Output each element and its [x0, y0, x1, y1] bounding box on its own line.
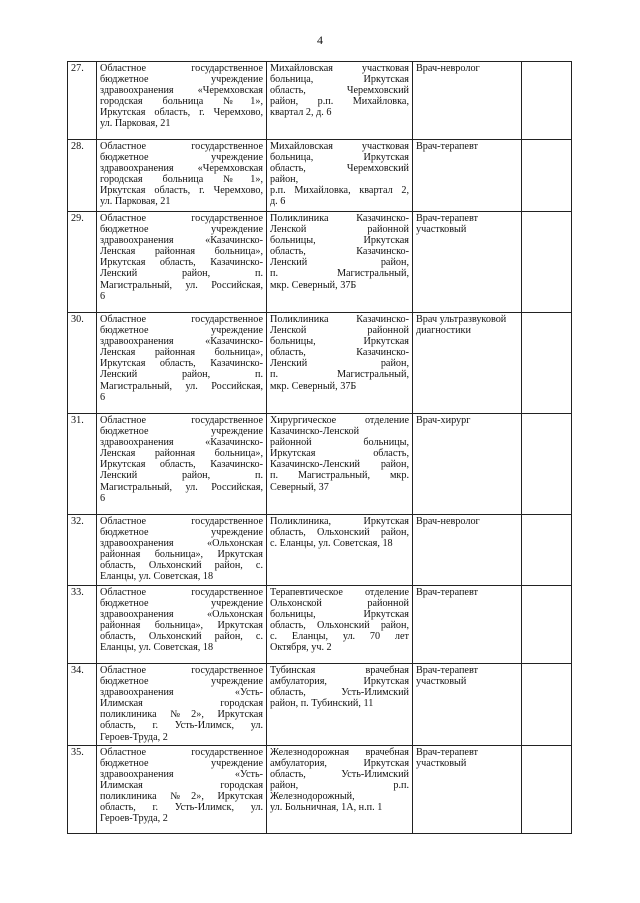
- table-row: [68, 313, 572, 414]
- position-cell: Врач-невролог: [413, 515, 522, 586]
- empty-cell: [522, 745, 572, 833]
- institution-cell-line: Иркутская область, Казачинско-: [100, 257, 263, 269]
- position-cell: Врач-хирург: [413, 414, 522, 515]
- institution-cell-line: Областное государственное: [100, 213, 263, 224]
- row-number: 35.: [68, 745, 97, 833]
- address-cell-line: Казачинско-Ленской: [270, 426, 360, 438]
- institution-cell-line: Иркутская область, г. Черемхово,: [100, 107, 263, 119]
- institution-cell-line: Ленская районная больница»,: [100, 448, 263, 460]
- institution-cell-line: здравоохранения «Усть-: [100, 687, 263, 699]
- address-cell-line: мкр. Северный, 37Б: [270, 380, 357, 392]
- address-cell-line: район, р.п.: [270, 779, 409, 791]
- institution-cell: [97, 62, 267, 140]
- institution-cell: [97, 515, 267, 586]
- institution-cell-line: бюджетное учреждение: [100, 224, 263, 236]
- address-cell-line: Михайловская участковая: [270, 141, 409, 152]
- institution-cell: [97, 313, 267, 414]
- institution-cell-line: Иркутская область, г. Черемхово,: [100, 185, 263, 197]
- row-number: 33.: [68, 586, 97, 664]
- institution-cell-line: Героев-Труда, 2: [100, 731, 168, 743]
- address-cell-line: больницы, Иркутская: [270, 609, 409, 621]
- address-cell-line: Хирургическое отделение: [270, 415, 409, 426]
- row-number: 30.: [68, 313, 97, 414]
- institution-cell-line: бюджетное учреждение: [100, 527, 263, 539]
- address-cell-line: Ленской районной: [270, 325, 409, 337]
- address-cell-line: Железнодорожный,: [270, 791, 355, 803]
- institution-cell-line: Иркутская область, Казачинско-: [100, 358, 263, 370]
- address-cell-line: амбулатория, Иркутская: [270, 676, 409, 688]
- row-number: 34.: [68, 664, 97, 746]
- address-cell-line: область, Усть-Илимский: [270, 768, 409, 780]
- institution-cell-line: бюджетное учреждение: [100, 325, 263, 337]
- empty-cell: [522, 140, 572, 212]
- institution-cell-line: Ленский район, п.: [100, 268, 263, 280]
- address-cell: [267, 664, 413, 746]
- address-cell-line: п. Магистральный, мкр.: [270, 470, 409, 482]
- institution-cell-line: бюджетное учреждение: [100, 152, 263, 164]
- institution-cell-line: Иркутская область, Казачинско-: [100, 459, 263, 471]
- institution-cell-line: районная больница», Иркутская: [100, 549, 263, 561]
- institution-cell-line: 6: [100, 391, 106, 403]
- address-cell-line: область, Усть-Илимский: [270, 687, 409, 699]
- address-cell-line: д. 6: [270, 196, 286, 208]
- address-cell: [267, 212, 413, 313]
- institution-cell-line: здравоохранения «Черемховская: [100, 85, 263, 97]
- institution-cell-line: 6: [100, 290, 106, 302]
- table-row: [68, 586, 572, 664]
- institution-cell-line: Областное государственное: [100, 314, 263, 325]
- table-row: [68, 140, 572, 212]
- table-row: [68, 414, 572, 515]
- institution-cell-line: городская больница №1»,: [100, 174, 263, 186]
- institution-cell-line: область, Ольхонский район, с.: [100, 560, 263, 572]
- address-cell: [267, 140, 413, 212]
- institution-cell-line: бюджетное учреждение: [100, 757, 263, 769]
- institution-cell-line: область, г. Усть-Илимск, ул.: [100, 720, 263, 732]
- institution-cell-line: здравоохранения «Казачинско-: [100, 437, 263, 449]
- address-cell-line: Ленской районной: [270, 224, 409, 236]
- position-cell: Врач-невролог: [413, 62, 522, 140]
- address-cell-line: Тубинская врачебная: [270, 665, 409, 676]
- institution-cell-line: Героев-Труда, 2: [100, 813, 168, 825]
- address-cell-line: Поликлиника Казачинско-: [270, 213, 409, 224]
- institution-cell: [97, 586, 267, 664]
- institution-cell: [97, 664, 267, 746]
- institution-cell-line: 6: [100, 492, 106, 504]
- institution-cell-line: здравоохранения «Ольхонская: [100, 609, 263, 621]
- row-number: 31.: [68, 414, 97, 515]
- institution-cell-line: Илимская городская: [100, 779, 263, 791]
- address-cell-line: мкр. Северный, 37Б: [270, 279, 357, 291]
- table-row: [68, 515, 572, 586]
- address-cell-line: с. Еланцы, ул. 70 лет: [270, 631, 409, 643]
- position-cell: Врач-терапевт участковый: [413, 664, 522, 746]
- vacancy-table: [67, 61, 572, 834]
- empty-cell: [522, 414, 572, 515]
- address-cell-line: п. Магистральный,: [270, 268, 409, 280]
- address-cell-line: Поликлиника, Иркутская: [270, 516, 409, 527]
- institution-cell-line: районная больница», Иркутская: [100, 620, 263, 632]
- address-cell: [267, 515, 413, 586]
- institution-cell-line: Ленский район, п.: [100, 369, 263, 381]
- institution-cell-line: Еланцы, ул. Советская, 18: [100, 642, 214, 654]
- institution-cell-line: Областное государственное: [100, 516, 263, 527]
- address-cell-line: район, р.п. Михайловка,: [270, 96, 409, 108]
- institution-cell-line: поликлиника №2», Иркутская: [100, 791, 263, 803]
- address-cell-line: Октября, уч. 2: [270, 642, 332, 654]
- institution-cell-line: здравоохранения «Казачинско-: [100, 336, 263, 348]
- empty-cell: [522, 515, 572, 586]
- institution-cell-line: область, г. Усть-Илимск, ул.: [100, 802, 263, 814]
- row-number: 28.: [68, 140, 97, 212]
- address-cell: [267, 62, 413, 140]
- address-cell: [267, 586, 413, 664]
- address-cell-line: область, Черемховский: [270, 85, 409, 97]
- address-cell-line: больница, Иркутская: [270, 74, 409, 86]
- address-cell-line: п. Магистральный,: [270, 369, 409, 381]
- address-cell-line: область, Ольхонский район,: [270, 527, 409, 539]
- address-cell-line: область, Черемховский: [270, 163, 409, 175]
- row-number: 27.: [68, 62, 97, 140]
- institution-cell-line: бюджетное учреждение: [100, 426, 263, 438]
- address-cell-line: р.п. Михайловка, квартал 2,: [270, 185, 409, 197]
- institution-cell-line: поликлиника №2», Иркутская: [100, 709, 263, 721]
- empty-cell: [522, 212, 572, 313]
- institution-cell-line: Областное государственное: [100, 587, 263, 598]
- position-cell: Врач-терапевт: [413, 140, 522, 212]
- position-cell: Врач-терапевт: [413, 586, 522, 664]
- table-body: [68, 62, 572, 834]
- row-number: 29.: [68, 212, 97, 313]
- institution-cell: [97, 414, 267, 515]
- institution-cell-line: Областное государственное: [100, 63, 263, 74]
- address-cell-line: больницы, Иркутская: [270, 336, 409, 348]
- institution-cell-line: здравоохранения «Черемховская: [100, 163, 263, 175]
- position-cell: Врач-терапевт участковый: [413, 212, 522, 313]
- address-cell-line: больницы, Иркутская: [270, 235, 409, 247]
- institution-cell-line: Ленская районная больница»,: [100, 347, 263, 359]
- institution-cell-line: здравоохранения «Казачинско-: [100, 235, 263, 247]
- institution-cell-line: Магистральный, ул. Российская,: [100, 380, 263, 392]
- institution-cell-line: Илимская городская: [100, 698, 263, 710]
- address-cell-line: квартал 2, д. 6: [270, 107, 332, 119]
- address-cell-line: амбулатория, Иркутская: [270, 757, 409, 769]
- address-cell-line: район,: [270, 174, 299, 186]
- address-cell-line: Иркутская область,: [270, 448, 409, 460]
- address-cell-line: Ольхонской районной: [270, 598, 409, 610]
- institution-cell-line: Еланцы, ул. Советская, 18: [100, 571, 214, 583]
- table-row: [68, 664, 572, 746]
- institution-cell-line: Областное государственное: [100, 415, 263, 426]
- table-row: [68, 745, 572, 833]
- table-row: [68, 212, 572, 313]
- institution-cell-line: Областное государственное: [100, 665, 263, 676]
- address-cell-line: Казачинско-Ленский район,: [270, 459, 409, 471]
- address-cell-line: Северный, 37: [270, 481, 329, 493]
- institution-cell-line: здравоохранения «Ольхонская: [100, 538, 263, 550]
- address-cell: [267, 414, 413, 515]
- empty-cell: [522, 664, 572, 746]
- institution-cell-line: бюджетное учреждение: [100, 676, 263, 688]
- address-cell-line: область, Ольхонский район,: [270, 620, 409, 632]
- institution-cell-line: область, Ольхонский район, с.: [100, 631, 263, 643]
- address-cell-line: область, Казачинско-: [270, 347, 409, 359]
- institution-cell-line: Ленский район, п.: [100, 470, 263, 482]
- institution-cell-line: городская больница №1»,: [100, 96, 263, 108]
- row-number: 32.: [68, 515, 97, 586]
- address-cell-line: Поликлиника Казачинско-: [270, 314, 409, 325]
- address-cell-line: область, Казачинско-: [270, 246, 409, 258]
- institution-cell-line: Магистральный, ул. Российская,: [100, 279, 263, 291]
- address-cell-line: Терапевтическое отделение: [270, 587, 409, 598]
- address-cell-line: районной больницы,: [270, 437, 409, 449]
- address-cell: [267, 313, 413, 414]
- institution-cell-line: Магистральный, ул. Российская,: [100, 481, 263, 493]
- address-cell: [267, 745, 413, 833]
- institution-cell-line: Ленская районная больница»,: [100, 246, 263, 258]
- address-cell-line: ул. Больничная, 1А, н.п. 1: [270, 802, 383, 814]
- empty-cell: [522, 586, 572, 664]
- institution-cell-line: ул. Парковая, 21: [100, 118, 171, 130]
- address-cell-line: Ленский район,: [270, 257, 409, 269]
- institution-cell: [97, 140, 267, 212]
- page-number: 4: [317, 33, 323, 47]
- institution-cell-line: бюджетное учреждение: [100, 74, 263, 86]
- address-cell-line: Михайловская участковая: [270, 63, 409, 74]
- address-cell-line: Ленский район,: [270, 358, 409, 370]
- address-cell-line: больница, Иркутская: [270, 152, 409, 164]
- institution-cell-line: здравоохранения «Усть-: [100, 768, 263, 780]
- institution-cell: [97, 745, 267, 833]
- empty-cell: [522, 62, 572, 140]
- table-row: [68, 62, 572, 140]
- empty-cell: [522, 313, 572, 414]
- institution-cell: [97, 212, 267, 313]
- address-cell-line: район, п. Тубинский, 11: [270, 698, 374, 710]
- institution-cell-line: бюджетное учреждение: [100, 598, 263, 610]
- position-cell: Врач ультразвуковой диагностики: [413, 313, 522, 414]
- institution-cell-line: Областное государственное: [100, 141, 263, 152]
- address-cell-line: Железнодорожная врачебная: [270, 746, 409, 758]
- address-cell-line: с. Еланцы, ул. Советская, 18: [270, 538, 393, 550]
- institution-cell-line: ул. Парковая, 21: [100, 196, 171, 208]
- institution-cell-line: Областное государственное: [100, 746, 263, 758]
- position-cell: Врач-терапевт участковый: [413, 745, 522, 833]
